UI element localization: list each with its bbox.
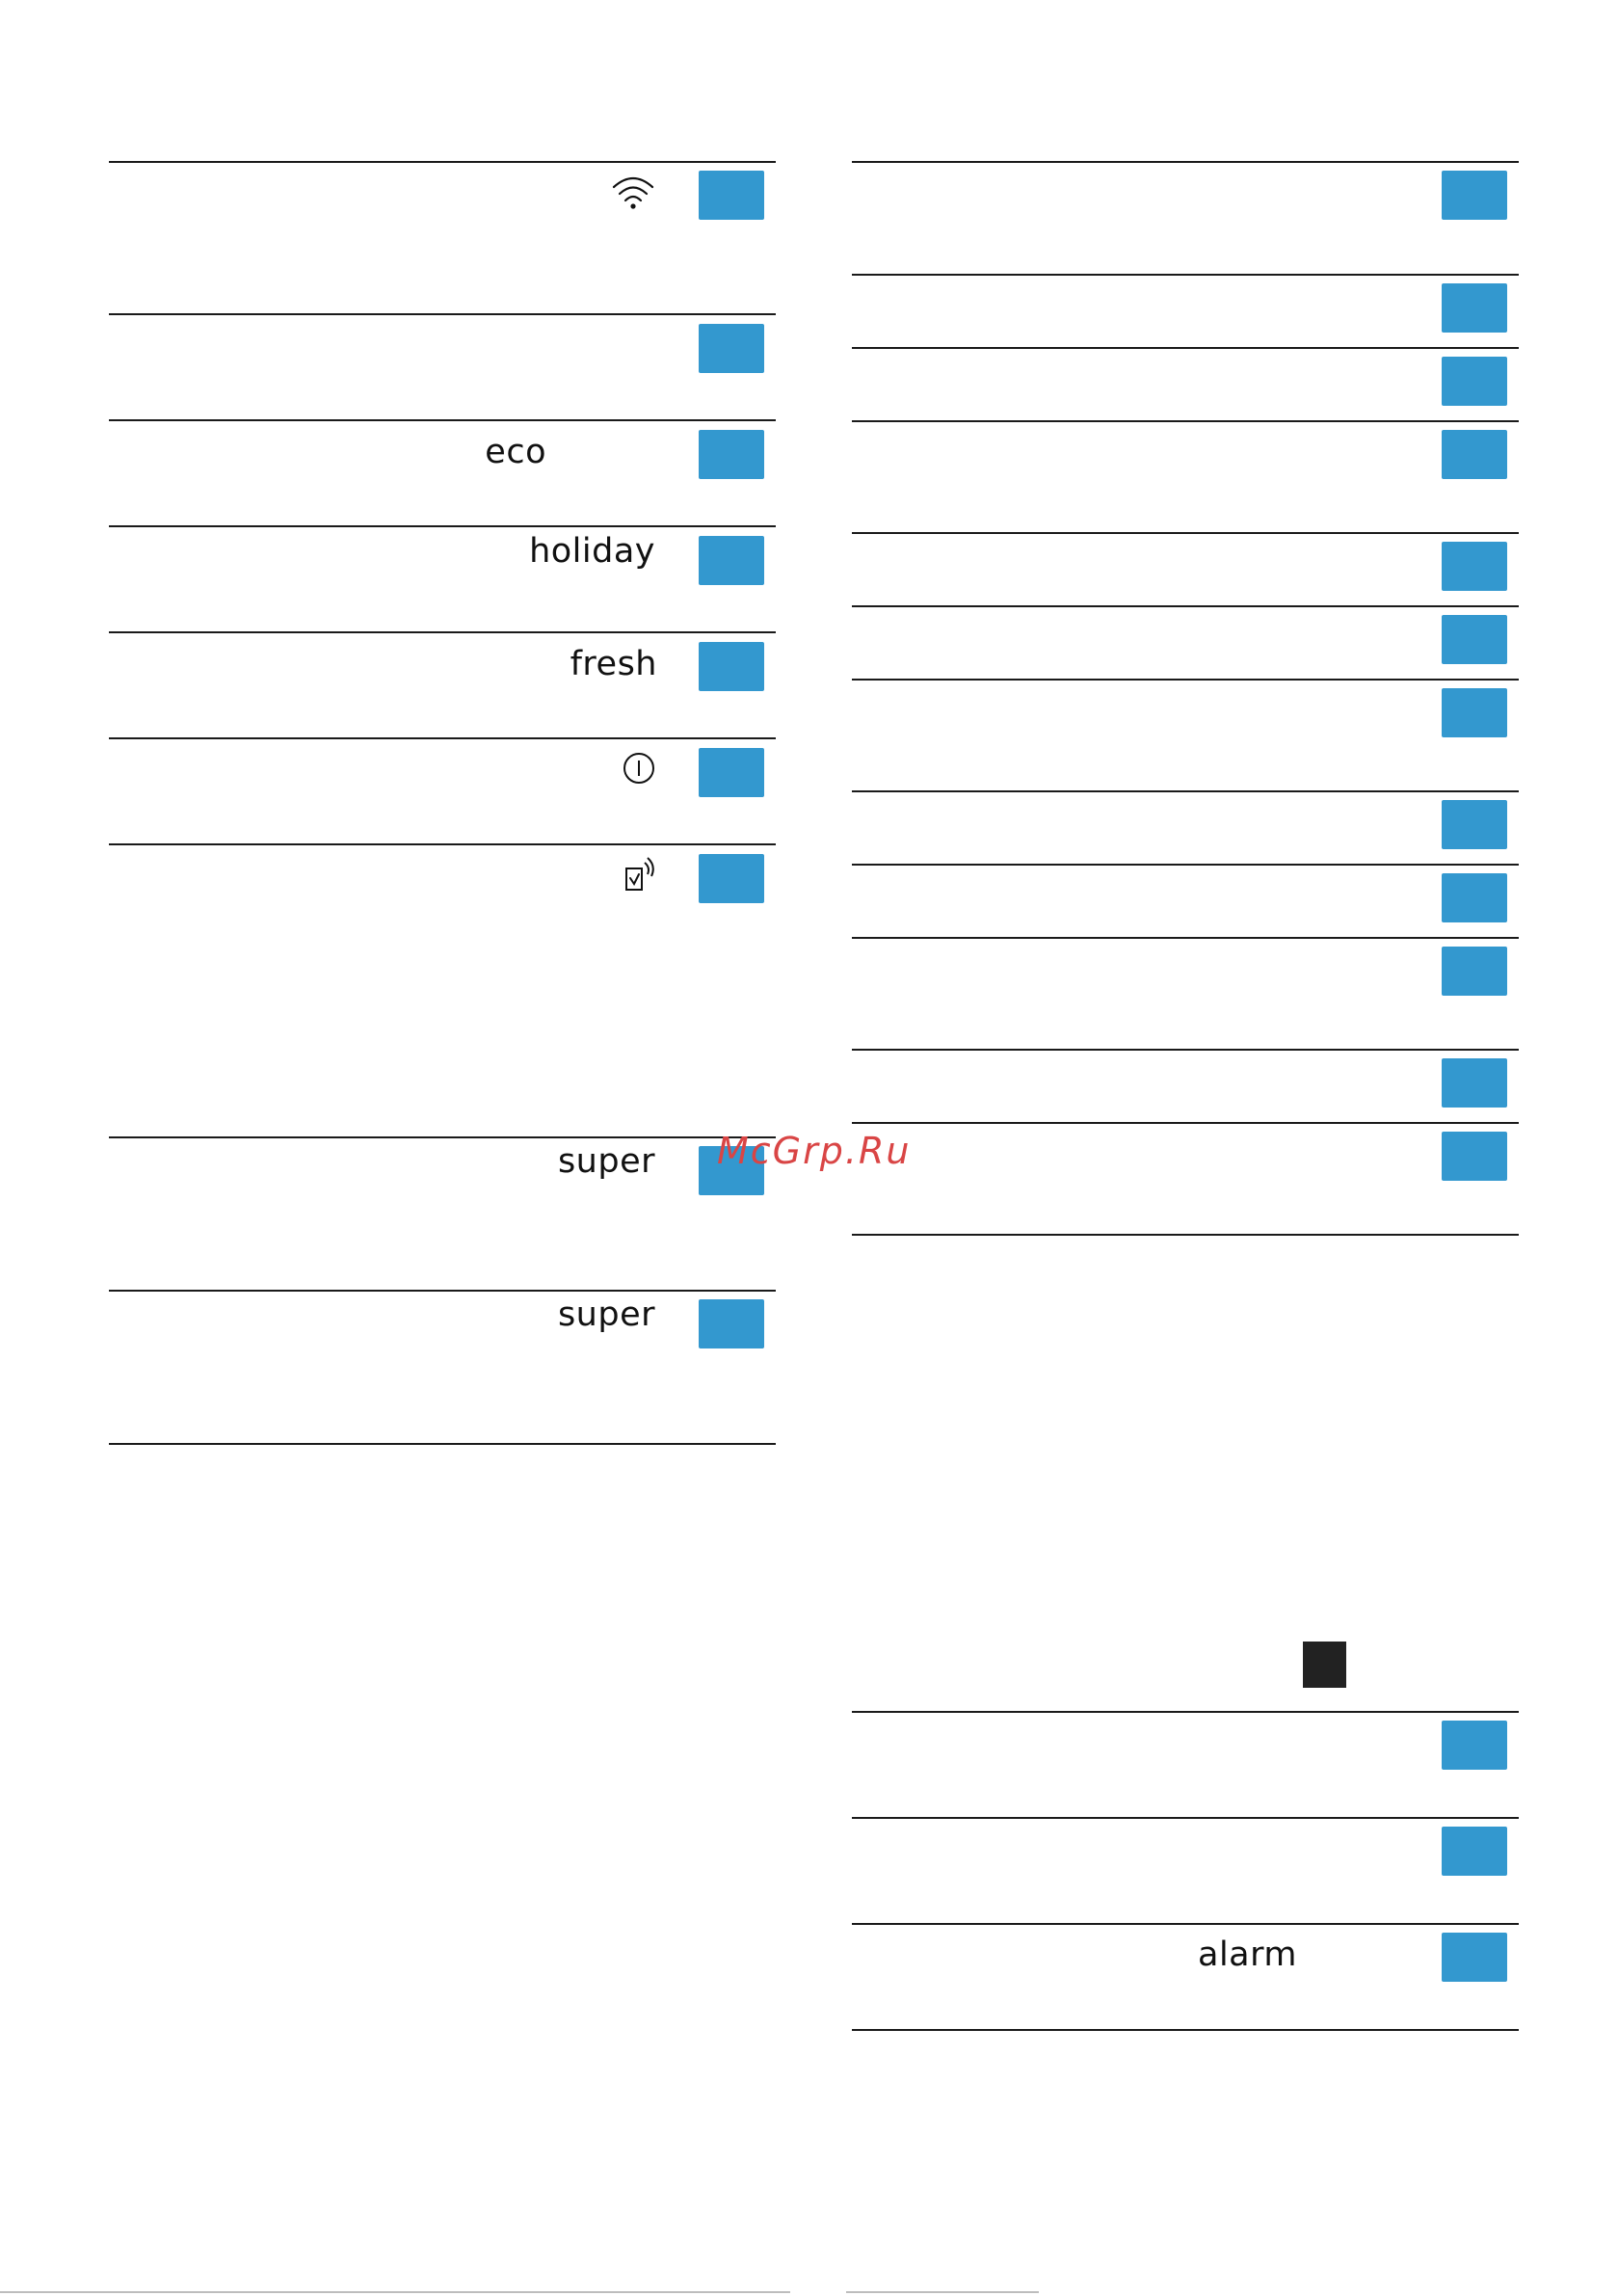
row-divider (852, 274, 1519, 276)
color-swatch (1442, 1132, 1507, 1181)
color-swatch (1442, 1721, 1507, 1770)
color-swatch (699, 171, 764, 220)
color-swatch (1442, 615, 1507, 664)
row-divider (852, 679, 1519, 681)
row-divider (852, 1923, 1519, 1925)
row-divider (109, 419, 776, 421)
left-settings-table (109, 161, 776, 1446)
row-divider (852, 937, 1519, 939)
color-swatch (1442, 357, 1507, 406)
color-swatch (699, 1299, 764, 1348)
right-settings-table (852, 161, 1519, 1236)
row-divider (852, 1049, 1519, 1051)
color-swatch (1442, 1827, 1507, 1876)
color-swatch (699, 642, 764, 691)
row-label-eco: eco (485, 433, 546, 471)
wifi-icon (611, 174, 655, 210)
color-swatch (699, 748, 764, 797)
color-swatch (1442, 688, 1507, 737)
row-divider (852, 1711, 1519, 1713)
row-label-super: super (557, 1295, 655, 1334)
color-swatch (1442, 171, 1507, 220)
row-divider (852, 1817, 1519, 1819)
row-divider (109, 161, 776, 163)
row-divider (109, 737, 776, 739)
watermark: McGrp.Ru (717, 1130, 912, 1172)
right-alarm-table (852, 1711, 1519, 2034)
color-swatch (1442, 947, 1507, 996)
door-remote-icon (623, 855, 657, 894)
row-divider (109, 631, 776, 633)
color-swatch (1442, 873, 1507, 922)
row-divider (852, 420, 1519, 422)
color-swatch (699, 854, 764, 903)
color-swatch (1442, 542, 1507, 591)
row-label-alarm: alarm (1198, 1936, 1297, 1974)
row-label-holiday: holiday (529, 532, 655, 571)
color-swatch (1442, 283, 1507, 333)
row-divider (109, 1443, 776, 1445)
row-divider (852, 2029, 1519, 2031)
color-swatch (1442, 1933, 1507, 1982)
row-divider (852, 347, 1519, 349)
row-divider (852, 1234, 1519, 1236)
color-swatch (699, 324, 764, 373)
color-swatch (1442, 1058, 1507, 1108)
black-square-marker (1303, 1642, 1346, 1688)
color-swatch (1442, 430, 1507, 479)
row-label-fresh: fresh (570, 645, 657, 683)
row-divider (852, 532, 1519, 534)
color-swatch (699, 430, 764, 479)
row-divider (852, 864, 1519, 866)
row-divider (109, 313, 776, 315)
row-divider (852, 605, 1519, 607)
row-divider (852, 790, 1519, 792)
row-label-super: super (557, 1142, 655, 1181)
row-divider (109, 525, 776, 527)
footer-mark (846, 2291, 1039, 2293)
color-swatch (1442, 800, 1507, 849)
footer-mark (0, 2291, 790, 2293)
row-divider (109, 1290, 776, 1292)
color-swatch (699, 536, 764, 585)
row-divider (852, 1122, 1519, 1124)
row-divider (109, 1136, 776, 1138)
row-divider (109, 843, 776, 845)
info-circle-icon (622, 751, 656, 786)
row-divider (852, 161, 1519, 163)
